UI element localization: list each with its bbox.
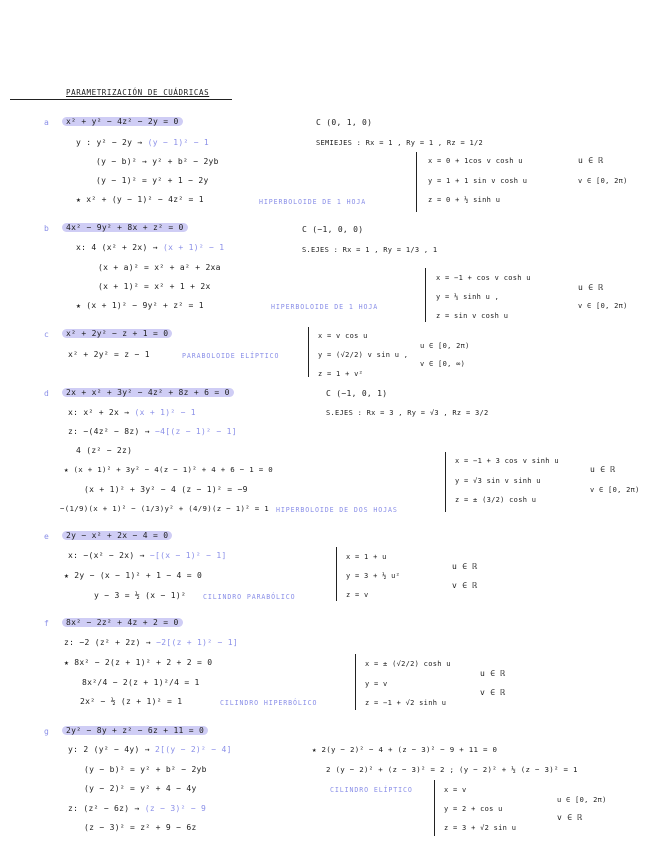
section-d-step-1-text: x: x² + 2x → <box>68 408 130 417</box>
section-e-equation-text: 2y − x² + 2x − 4 = 0 <box>62 531 172 540</box>
section-g-step-4 <box>68 804 206 814</box>
section-d-param-y: y = √3 sin v sinh u <box>455 477 541 485</box>
section-b-step-1-result: (x + 1)² − 1 <box>163 243 225 252</box>
section-d-step-6: −(1/9)(x + 1)² − (1/3)y² + (4/9)(z − 1)² = 1 <box>60 504 269 513</box>
section-g-param-x: x = v <box>444 786 467 794</box>
section-a-step-1 <box>76 138 209 148</box>
section-d-semiaxes: S.EJES : Rx = 3 , Ry = √3 , Rz = 3/2 <box>326 409 489 417</box>
section-b-label: b <box>44 224 50 233</box>
section-e-brace <box>336 547 337 601</box>
section-b-step-2: (x + a)² = x² + a² + 2xa <box>98 263 221 272</box>
section-f-param-z: z = −1 + √2 sinh u <box>365 699 447 707</box>
section-c-domain-u: u ∈ [0, 2π) <box>420 342 470 350</box>
section-d-step-2-result: −4[(z − 1)² − 1] <box>155 427 237 436</box>
section-c-brace <box>308 327 309 377</box>
section-e-label: e <box>44 532 50 541</box>
section-f-step-1-result: −2[(z + 1)² − 1] <box>156 638 238 647</box>
section-a-step-4: ★ x² + (y − 1)² − 4z² = 1 <box>76 195 204 204</box>
section-c-param-x: x = v cos u <box>318 332 368 340</box>
section-f-step-1 <box>64 638 238 648</box>
section-d-equation-text: 2x + x² + 3y² − 4z² + 8z + 6 = 0 <box>62 388 234 397</box>
section-c-equation-text: x² + 2y² − z + 1 = 0 <box>62 329 172 338</box>
section-b-step-1 <box>76 243 224 253</box>
section-b-domain-v: v ∈ [0, 2π) <box>578 302 628 310</box>
section-b-surface-type: HIPERBOLOIDE DE 1 HOJA <box>271 303 379 311</box>
section-f-domain-u: u ∈ ℝ <box>480 669 506 678</box>
section-b-center: C (−1, 0, 0) <box>302 225 364 234</box>
section-f-label: f <box>44 619 50 628</box>
section-b-brace <box>425 268 426 322</box>
section-g-param-y: y = 2 + cos u <box>444 805 503 813</box>
section-b-domain-u: u ∈ ℝ <box>578 283 604 292</box>
section-g-label: g <box>44 727 50 736</box>
section-b-step-4: ★ (x + 1)² − 9y² + z² = 1 <box>76 301 204 310</box>
section-a-brace <box>416 152 417 212</box>
section-d-step-5: (x + 1)² + 3y² − 4 (z − 1)² = −9 <box>84 485 248 494</box>
section-f-param-y: y = v <box>365 680 388 688</box>
section-d-step-2 <box>68 427 237 437</box>
section-f-step-1-text: z: −2 (z² + 2z) → <box>64 638 151 647</box>
section-d-label: d <box>44 389 50 398</box>
section-a-domain-v: v ∈ [0, 2π) <box>578 177 628 185</box>
section-b-equation <box>62 223 188 233</box>
section-c-equation <box>62 329 172 339</box>
section-e-equation <box>62 531 172 541</box>
section-f-equation <box>62 618 183 628</box>
section-a-domain-u: u ∈ ℝ <box>578 156 604 165</box>
section-a-semiaxes: SEMIEJES : Rx = 1 , Ry = 1 , Rz = 1/2 <box>316 139 484 147</box>
section-d-equation <box>62 388 234 398</box>
section-d-param-z: z = ± (3/2) cosh u <box>455 496 537 504</box>
section-e-step-1-text: x: −(x² − 2x) → <box>68 551 145 560</box>
section-c-label: c <box>44 330 50 339</box>
section-c-step-1: x² + 2y² = z − 1 <box>68 350 150 359</box>
section-d-param-x: x = −1 + 3 cos v sinh u <box>455 457 559 465</box>
page-title: PARAMETRIZACIÓN DE CUÁDRICAS <box>66 88 210 97</box>
section-e-domain-u: u ∈ ℝ <box>452 562 478 571</box>
section-c-param-z: z = 1 + v² <box>318 370 364 378</box>
section-d-surface-type: HIPERBOLOIDE DE DOS HOJAS <box>276 506 398 514</box>
section-g-surface-type: CILINDRO ELÍPTICO <box>330 786 413 794</box>
section-c-surface-type: PARABOLOIDE ELÍPTICO <box>182 352 280 360</box>
section-g-step-1-result: 2[(y − 2)² − 4] <box>155 745 232 754</box>
section-b-param-y: y = ⅓ sinh u , <box>436 293 500 301</box>
section-b-step-3: (x + 1)² = x² + 1 + 2x <box>98 282 211 291</box>
section-c-param-y: y = (√2/2) v sin u , <box>318 351 409 359</box>
section-a-surface-type: HIPERBOLOIDE DE 1 HOJA <box>259 198 367 206</box>
section-e-step-1-result: −[(x − 1)² − 1] <box>149 551 227 560</box>
section-a-param-x: x = 0 + 1cos v cosh u <box>428 157 523 165</box>
section-d-brace <box>445 452 446 512</box>
section-a-step-3: (y − 1)² = y² + 1 − 2y <box>96 176 209 185</box>
section-d-domain-v: v ∈ [0, 2π) <box>590 486 640 494</box>
section-a-step-1-result: (y − 1)² − 1 <box>147 138 210 147</box>
section-b-equation-text: 4x² − 9y² + 8x + z² = 0 <box>62 223 188 232</box>
section-g-step-1-text: y: 2 (y² − 4y) → <box>68 745 150 754</box>
section-g-equation-text: 2y² − 8y + z² − 6z + 11 = 0 <box>62 726 208 735</box>
section-b-step-1-text: x: 4 (x² + 2x) → <box>76 243 158 252</box>
section-a-equation <box>62 117 183 127</box>
section-e-domain-v: v ∈ ℝ <box>452 581 478 590</box>
section-f-equation-text: 8x² − 2z² + 4z + 2 = 0 <box>62 618 183 627</box>
section-e-step-3: y − 3 = ½ (x − 1)² <box>94 591 187 600</box>
section-e-step-1 <box>68 551 227 561</box>
section-a-param-y: y = 1 + 1 sin v cosh u <box>428 177 528 185</box>
title-rule <box>10 99 232 100</box>
section-e-surface-type: CILINDRO PARABÓLICO <box>203 593 296 601</box>
section-g-step-2: (y − b)² = y² + b² − 2yb <box>84 765 207 774</box>
section-f-domain-v: v ∈ ℝ <box>480 688 506 697</box>
section-a-param-z: z = 0 + ½ sinh u <box>428 196 501 204</box>
section-a-step-2: (y − b)² → y² + b² − 2yb <box>96 157 219 166</box>
section-d-step-2-text: z: −(4z² − 8z) → <box>68 427 150 436</box>
section-a-label: a <box>44 118 50 127</box>
section-g-step-3: (y − 2)² = y² + 4 − 4y <box>84 784 197 793</box>
section-g-result-1: ★ 2(y − 2)² − 4 + (z − 3)² − 9 + 11 = 0 <box>312 745 498 754</box>
section-f-brace <box>355 654 356 710</box>
section-f-step-3: 8x²/4 − 2(z + 1)²/4 = 1 <box>82 678 200 687</box>
section-c-domain-v: v ∈ [0, ∞) <box>420 360 466 368</box>
section-g-param-z: z = 3 + √2 sin u <box>444 824 517 832</box>
section-d-step-1 <box>68 408 196 418</box>
section-f-step-2: ★ 8x² − 2(z + 1)² + 2 + 2 = 0 <box>64 658 213 667</box>
section-a-equation-text: x² + y² − 4z² − 2y = 0 <box>62 117 183 126</box>
section-g-step-4-result: (z − 3)² − 9 <box>144 804 207 813</box>
section-b-semiaxes: S.EJES : Rx = 1 , Ry = 1/3 , 1 <box>302 246 438 254</box>
section-g-brace <box>434 780 435 836</box>
section-d-step-4: ★ (x + 1)² + 3y² − 4(z − 1)² + 4 + 6 − 1 = 0 <box>64 465 273 474</box>
section-d-domain-u: u ∈ ℝ <box>590 465 616 474</box>
section-e-param-z: z = v <box>346 591 369 599</box>
section-d-center: C (−1, 0, 1) <box>326 389 388 398</box>
section-d-step-1-result: (x + 1)² − 1 <box>134 408 196 417</box>
section-g-domain-u: u ∈ [0, 2π) <box>557 796 607 804</box>
section-b-param-x: x = −1 + cos v cosh u <box>436 274 531 282</box>
section-e-step-2: ★ 2y − (x − 1)² + 1 − 4 = 0 <box>64 571 203 580</box>
section-e-param-x: x = 1 + u <box>346 553 387 561</box>
section-a-step-1-text: y : y² − 2y → <box>76 138 143 147</box>
section-b-param-z: z = sin v cosh u <box>436 312 509 320</box>
section-g-step-4-text: z: (z² − 6z) → <box>68 804 140 813</box>
section-a-center: C (0, 1, 0) <box>316 118 373 127</box>
section-g-result-2: 2 (y − 2)² + (z − 3)² = 2 ; (y − 2)² + ½ (z − 3)² = 1 <box>326 765 578 774</box>
section-e-param-y: y = 3 + ½ u² <box>346 572 401 580</box>
section-g-step-1 <box>68 745 232 755</box>
section-f-step-4: 2x² − ½ (z + 1)² = 1 <box>80 697 183 706</box>
section-f-surface-type: CILINDRO HIPERBÓLICO <box>220 699 318 707</box>
section-d-step-3: 4 (z² − 2z) <box>76 446 133 455</box>
section-g-step-5: (z − 3)² = z² + 9 − 6z <box>84 823 197 832</box>
section-f-param-x: x = ± (√2/2) cosh u <box>365 660 451 668</box>
section-g-domain-v: v ∈ ℝ <box>557 813 583 822</box>
section-g-equation <box>62 726 208 736</box>
